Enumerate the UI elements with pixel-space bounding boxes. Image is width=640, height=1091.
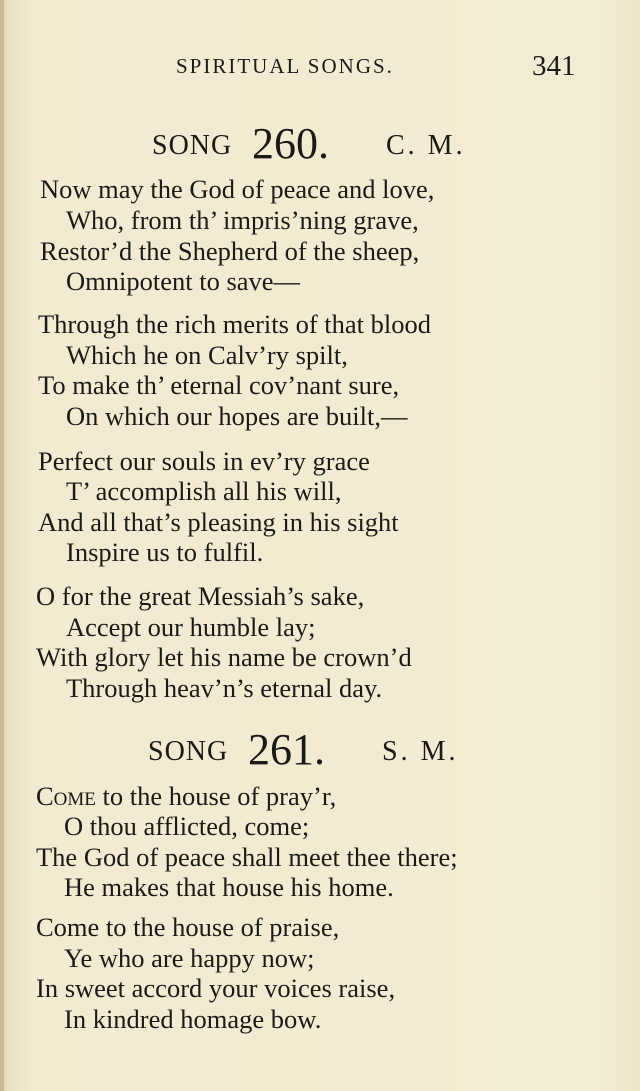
verse-line: O for the great Messiah’s sake, [36,581,365,611]
verse-line: In kindred homage bow. [64,1004,322,1034]
running-title: SPIRITUAL SONGS. [176,54,394,78]
verse-line: And all that’s pleasing in his sight [38,507,399,537]
first-word: Come [36,781,96,811]
verse-line: He makes that house his home. [64,872,394,902]
verse-line: Inspire us to fulfil. [66,537,264,567]
verse-line: On which our hopes are built,— [66,401,408,431]
verse-line: Come to the house of praise, [36,912,340,942]
song-meter: S. M. [382,736,459,767]
song-label: SONG [152,130,233,161]
page-number: 341 [532,50,576,82]
verse-line: T’ accomplish all his will, [66,476,342,506]
verse-line: Restor’d the Shepherd of the sheep, [40,236,420,266]
verse-line [36,781,336,812]
verse-line: Ye who are happy now; [64,943,315,973]
verse-line: Who, from th’ impris’ning grave, [66,205,419,235]
verse-line: Accept our humble lay; [66,612,316,642]
verse-line: Now may the God of peace and love, [40,174,435,204]
verse-line: Through heav’n’s eternal day. [66,673,383,703]
verse-line: Omnipotent to save— [66,266,301,296]
verse-line: O thou afflicted, come; [64,811,310,841]
song-number: 260. [252,119,329,168]
verse-line: In sweet accord your voices raise, [36,973,396,1003]
song-label: SONG [148,736,229,767]
page-gutter [0,0,4,1091]
song-meter: C. M. [386,130,466,161]
verse-line: Which he on Calv’ry spilt, [66,340,348,370]
song-number: 261. [248,725,325,774]
verse-line: The God of peace shall meet thee there; [36,842,458,872]
verse-line: To make th’ eternal cov’nant sure, [38,370,400,400]
verse-line: Through the rich merits of that blood [38,309,431,339]
verse-line: With glory let his name be crown’d [36,642,412,672]
verse-line: Perfect our souls in ev’ry grace [38,446,370,476]
first-line-rest: to the house of pray’r, [95,781,337,811]
